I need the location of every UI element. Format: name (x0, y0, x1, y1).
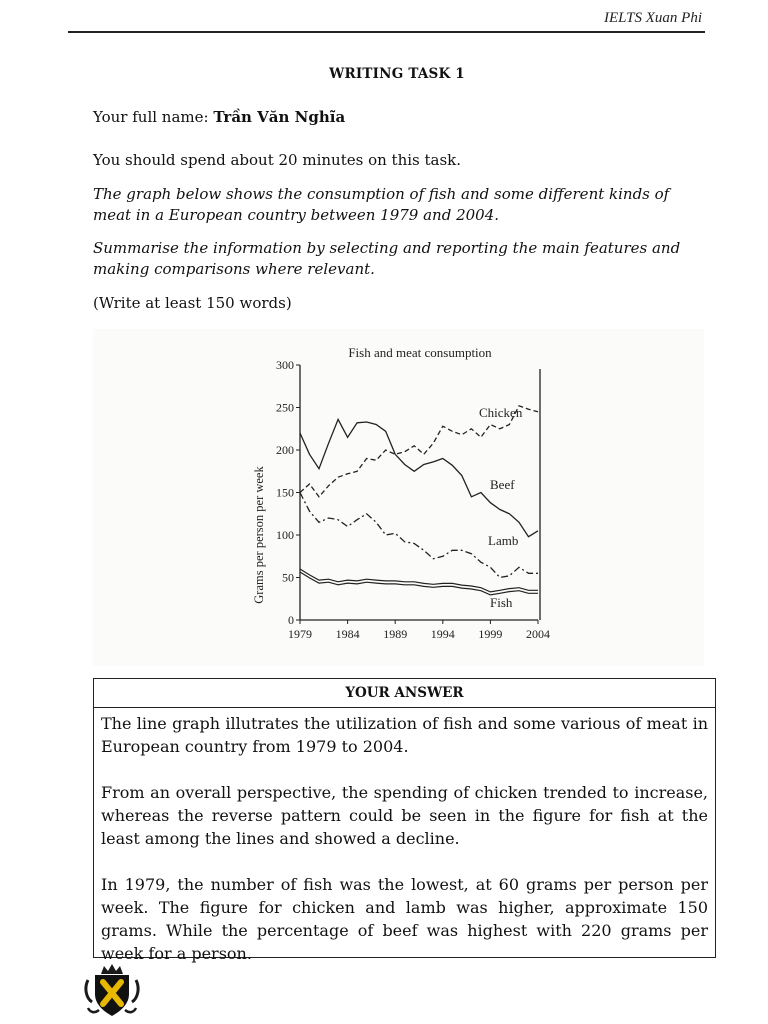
x-tick-label: 1979 (288, 627, 312, 641)
chicken-series-label: Chicken (479, 405, 523, 420)
full-name-value: Trần Văn Nghĩa (213, 108, 346, 126)
y-tick-label: 250 (276, 400, 294, 415)
y-axis-label: Grams per person per week (252, 466, 266, 604)
answer-heading: YOUR ANSWER (94, 679, 715, 708)
answer-box (93, 678, 716, 963)
x-tick-label: 1989 (383, 627, 408, 641)
header-brand: IELTS Xuan Phi (603, 10, 702, 26)
task-title: WRITING TASK 1 (329, 66, 465, 82)
header-rule (68, 31, 705, 33)
chart-title: Fish and meat consumption (348, 345, 492, 360)
x-tick-label: 1994 (430, 627, 455, 641)
prompt-description: The graph below shows the consumption of fish and some different kinds of meat in a European country between 1979 and 2004. (93, 185, 670, 224)
line-chart (93, 329, 704, 666)
fish-series-label: Fish (490, 595, 513, 610)
time-instruction: You should spend about 20 minutes on this task. (93, 151, 462, 169)
x-tick-label: 2004 (526, 627, 550, 641)
chart-svg (93, 329, 704, 666)
full-name-line (93, 107, 693, 128)
answer-paragraph: From an overall perspective, the spending of chicken trended to increase, whereas the reverse pattern could be seen in the figure for fish at the least among the lines and showed a decline. (101, 783, 708, 848)
y-tick-label: 0 (288, 613, 294, 627)
answer-paragraph: The line graph illutrates the utilization of fish and some various of meat in European country from 1979 to 2004. (101, 714, 708, 756)
x-tick-label: 1999 (478, 627, 503, 641)
answer-paragraph: In 1979, the number of fish was the lowest, at 60 grams per person per week. The figure for chicken and lamb was higher, approximate 150 grams. While the percentage of beef was highest with 220 grams per week for a person. (101, 875, 708, 963)
fish-series-line (300, 572, 538, 595)
lamb-series-label: Lamb (488, 533, 519, 548)
y-tick-label: 200 (276, 443, 294, 457)
y-tick-label: 50 (282, 570, 294, 585)
crest-logo (82, 962, 142, 1018)
word-count-instruction: (Write at least 150 words) (93, 294, 292, 312)
fish-series-line (300, 569, 538, 592)
y-tick-label: 300 (276, 358, 294, 372)
full-name-label: Your full name: (93, 108, 209, 126)
answer-body (94, 708, 715, 965)
y-tick-label: 150 (276, 485, 294, 500)
x-tick-label: 1984 (335, 627, 360, 641)
prompt-instruction: Summarise the information by selecting and reporting the main features and making comparisons where relevant. (93, 239, 681, 278)
y-tick-label: 100 (276, 528, 294, 542)
beef-series-label: Beef (490, 477, 515, 492)
